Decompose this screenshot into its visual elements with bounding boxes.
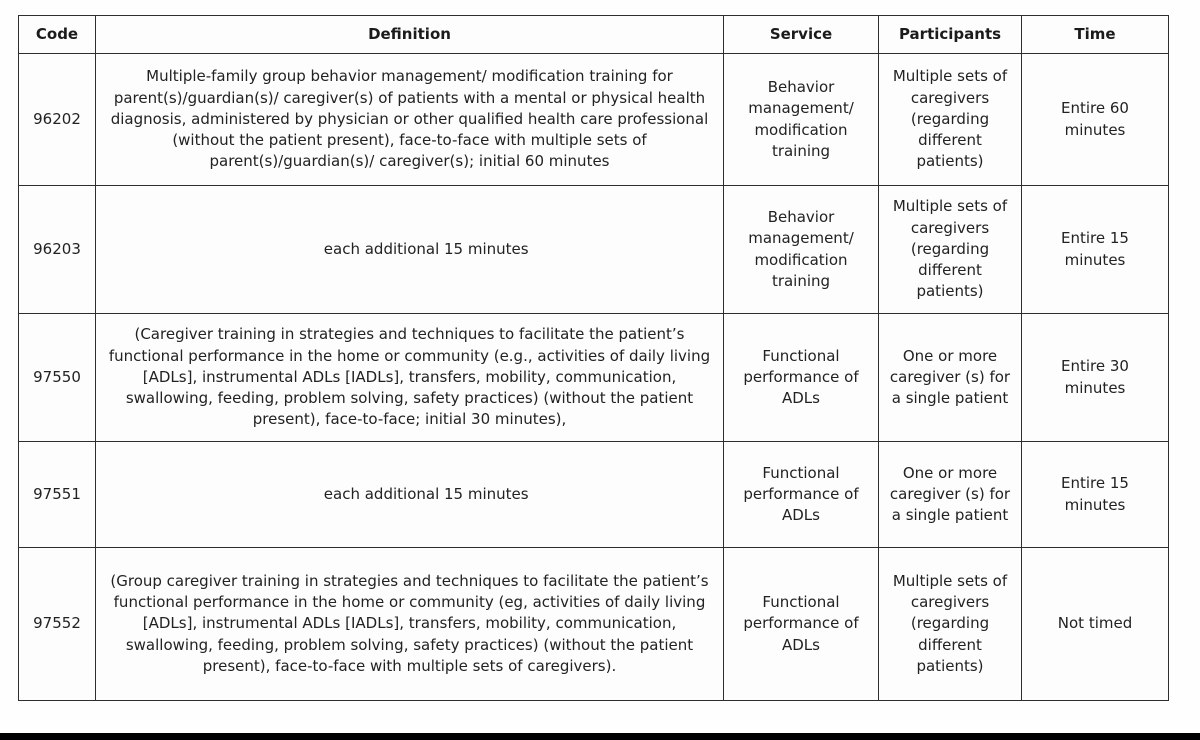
table-row [19,54,1169,186]
code-cell: 97551 [19,442,96,548]
table-header-row [19,16,1169,54]
definition-cell: each additional 15 minutes [96,186,724,314]
table-row [19,442,1169,548]
code-cell: 97552 [19,548,96,701]
service-cell: Functional performance of ADLs [724,548,879,701]
participants-cell: Multiple sets of caregivers (regarding different patients) [879,54,1022,186]
time-cell: Entire 60 minutes [1022,54,1169,186]
time-cell: Entire 15 minutes [1022,442,1169,548]
bottom-black-bar [0,733,1200,740]
table-row [19,186,1169,314]
service-cell: Behavior management/ modification training [724,54,879,186]
time-cell: Entire 30 minutes [1022,314,1169,442]
service-cell: Behavior management/ modification training [724,186,879,314]
code-cell: 96203 [19,186,96,314]
table-row [19,314,1169,442]
header-time: Time [1022,16,1169,54]
service-cell: Functional performance of ADLs [724,442,879,548]
participants-cell: Multiple sets of caregivers (regarding different patients) [879,186,1022,314]
table-row [19,548,1169,701]
header-participants: Participants [879,16,1022,54]
header-definition: Definition [96,16,724,54]
time-cell: Entire 15 minutes [1022,186,1169,314]
definition-cell: (Group caregiver training in strategies and techniques to facilitate the patient’s functional performance in the home or community (eg, activities of daily living [ADLs], instrumental ADLs [IADLs], transfers, mobility, communication, swallowing, feeding, problem solving, safety practices) (without the patient present), face-to-face with multiple sets of caregivers). [96,548,724,701]
cpt-code-table [18,15,1169,701]
header-service: Service [724,16,879,54]
definition-cell: (Caregiver training in strategies and techniques to facilitate the patient’s functional performance in the home or community (e.g., activities of daily living [ADLs], instrumental ADLs [IADLs], transfers, mobility, communication, swallowing, feeding, problem solving, safety practices) (without the patient present), face-to-face; initial 30 minutes), [96,314,724,442]
definition-cell: each additional 15 minutes [96,442,724,548]
participants-cell: One or more caregiver (s) for a single patient [879,442,1022,548]
table-body [19,54,1169,701]
header-code: Code [19,16,96,54]
participants-cell: Multiple sets of caregivers (regarding different patients) [879,548,1022,701]
participants-cell: One or more caregiver (s) for a single patient [879,314,1022,442]
code-cell: 96202 [19,54,96,186]
code-cell: 97550 [19,314,96,442]
time-cell: Not timed [1022,548,1169,701]
definition-cell: Multiple-family group behavior management/ modification training for parent(s)/guardian(s)/ caregiver(s) of patients with a mental or physical health diagnosis, administered by physician or other qualified health care professional (without the patient present), face-to-face with multiple sets of parent(s)/guardian(s)/ caregiver(s); initial 60 minutes [96,54,724,186]
service-cell: Functional performance of ADLs [724,314,879,442]
